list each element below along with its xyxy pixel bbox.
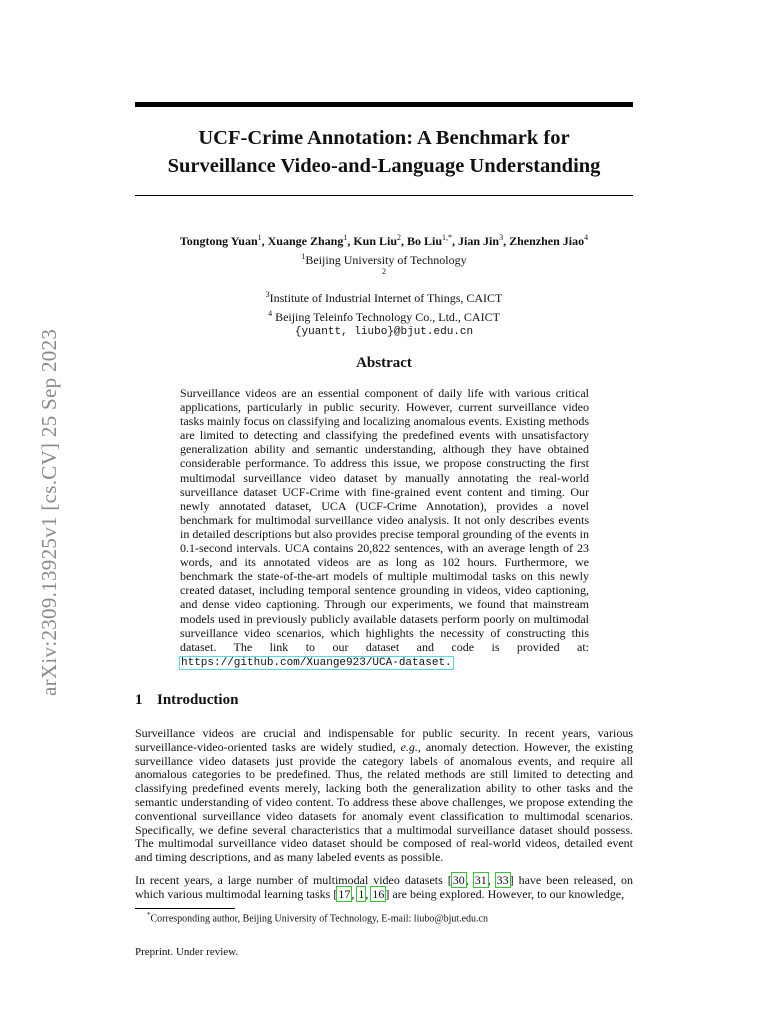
title-line-2: Surveillance Video-and-Language Understanding [167, 155, 601, 177]
footnote-rule [135, 908, 235, 909]
dataset-link[interactable]: https://github.com/Xuange923/UCA-dataset. [181, 656, 452, 669]
author-name: Xuange Zhang [267, 234, 344, 248]
citation-link[interactable]: 31 [474, 873, 487, 887]
section-title: Introduction [157, 692, 239, 708]
author-affil-mark: 1 [343, 233, 348, 242]
corresponding-mark: * [448, 233, 453, 242]
author-affil-mark: 3 [499, 233, 504, 242]
affiliation-3: $^3$Institute of Industrial Internet of Things, CAICT [265, 290, 503, 305]
citation-link[interactable]: 33 [496, 873, 509, 887]
author-email: {yuantt, liubo}@bjut.edu.cn [294, 326, 474, 338]
section-number: 1 [135, 692, 143, 708]
intro-paragraph-1: Surveillance videos are crucial and indispensable for public security. In recent years, various surveillance-video-oriented tasks are widely studied, e.g., anomaly detection. However, the existing surveillance video datasets just provide the category labels of anomalous events, and require all anomalous categories to be predefined. Thus, the related methods are still limited to detecting and classifying predefined events merely, lacking both the generalization ability to other tasks and the semantic understanding of video content. To address these above challenges, we propose extending the conventional surveillance video datasets for anomaly event classification to multimodal scenarios. Specifically, we define several characteristics that a multimodal surveillance dataset should possess. The multimodal surveillance video dataset should be composed of real-world videos, detailed event and timing descriptions, and as many labeled events as possible. [135, 726, 633, 865]
author-names: Tongtong Yuan$^1$, Xuange Zhang$^1$, Kun Liu$^2$, Bo Liu$^{1,*}$, Jian Jin$^3$, Zhenzhen Jiao$^4$ [179, 233, 589, 248]
footnote [135, 911, 488, 924]
citation-link[interactable]: 30 [452, 873, 465, 887]
author-block [135, 230, 633, 340]
title-bottom-rule [135, 195, 633, 196]
author-affil-mark: 1, [442, 233, 449, 242]
author-affil-mark: 2 [397, 233, 402, 242]
author-name: Bo Liu [407, 234, 443, 248]
author-affil-mark: 1 [257, 233, 262, 242]
preprint-notice: Preprint. Under review. [135, 946, 239, 958]
author-name: Zhenzhen Jiao [509, 234, 585, 248]
paper-title [135, 124, 633, 180]
abstract-heading: Abstract [356, 355, 412, 371]
title-top-rule [135, 102, 633, 107]
affiliation-2: 2 [382, 267, 386, 276]
citation-link[interactable]: 17 [338, 886, 351, 901]
author-name: Jian Jin [458, 234, 500, 248]
section-heading [135, 692, 238, 709]
affiliation-4: $^4$ Beijing Teleinfo Technology Co., Ltd., CAICT [268, 309, 500, 324]
author-name: Kun Liu [353, 234, 398, 248]
arxiv-stamp: arXiv:2309.13925v1 [cs.CV] 25 Sep 2023 [37, 328, 61, 696]
footnote-mark: * [147, 911, 151, 919]
author-name: Tongtong Yuan [179, 234, 258, 248]
citation-link[interactable]: 16 [372, 886, 385, 901]
citation-link[interactable]: 1 [358, 886, 365, 901]
affiliation-1: $^1$Beijing University of Technology [301, 252, 467, 267]
footnote-text: Corresponding author, Beijing University of Technology, E-mail: liubo@bjut.edu.cn [150, 913, 488, 925]
title-line-1: UCF-Crime Annotation: A Benchmark for [198, 127, 570, 149]
intro-paragraph-2: In recent years, a large number of multimodal video datasets [30, 31, 33] have been released, on which various multimodal learning tasks [17, 1, 16] are being explored. However, to our knowledge, [135, 873, 634, 901]
abstract-body: Surveillance videos are an essential component of daily life with various critical applications, particularly in public security. However, current surveillance video tasks mainly focus on classifying and localizing anomalous events. Existing methods are limited to detecting and classifying the predefined events with unsatisfactory generalization ability and semantic understanding, although they have obtained considerable performance. To address this issue, we propose constructing the first multimodal surveillance video dataset by manually annotating the real-world surveillance dataset UCF-Crime with fine-grained event content and timing. Our newly annotated dataset, UCA (UCF-Crime Annotation), provides a novel benchmark for multimodal surveillance video analysis. It not only describes events in detailed descriptions but also provides precise temporal grounding of the events in 0.1-second intervals. UCA contains 20,822 sentences, with an average length of 23 words, and its annotated videos are as long as 102 hours. Furthermore, we benchmark the state-of-the-art models of multiple multimodal tasks on this newly created dataset, including temporal sentence grounding in videos, video captioning, and dense video captioning. Through our experiments, we found that mainstream models used in previously publicly available datasets perform poorly on multimodal surveillance video scenarios, which highlights the necessity of constructing this dataset. The link to our dataset and code is provided at: [180, 386, 589, 654]
author-affil-mark: 4 [584, 233, 589, 242]
abstract-text [180, 386, 589, 670]
